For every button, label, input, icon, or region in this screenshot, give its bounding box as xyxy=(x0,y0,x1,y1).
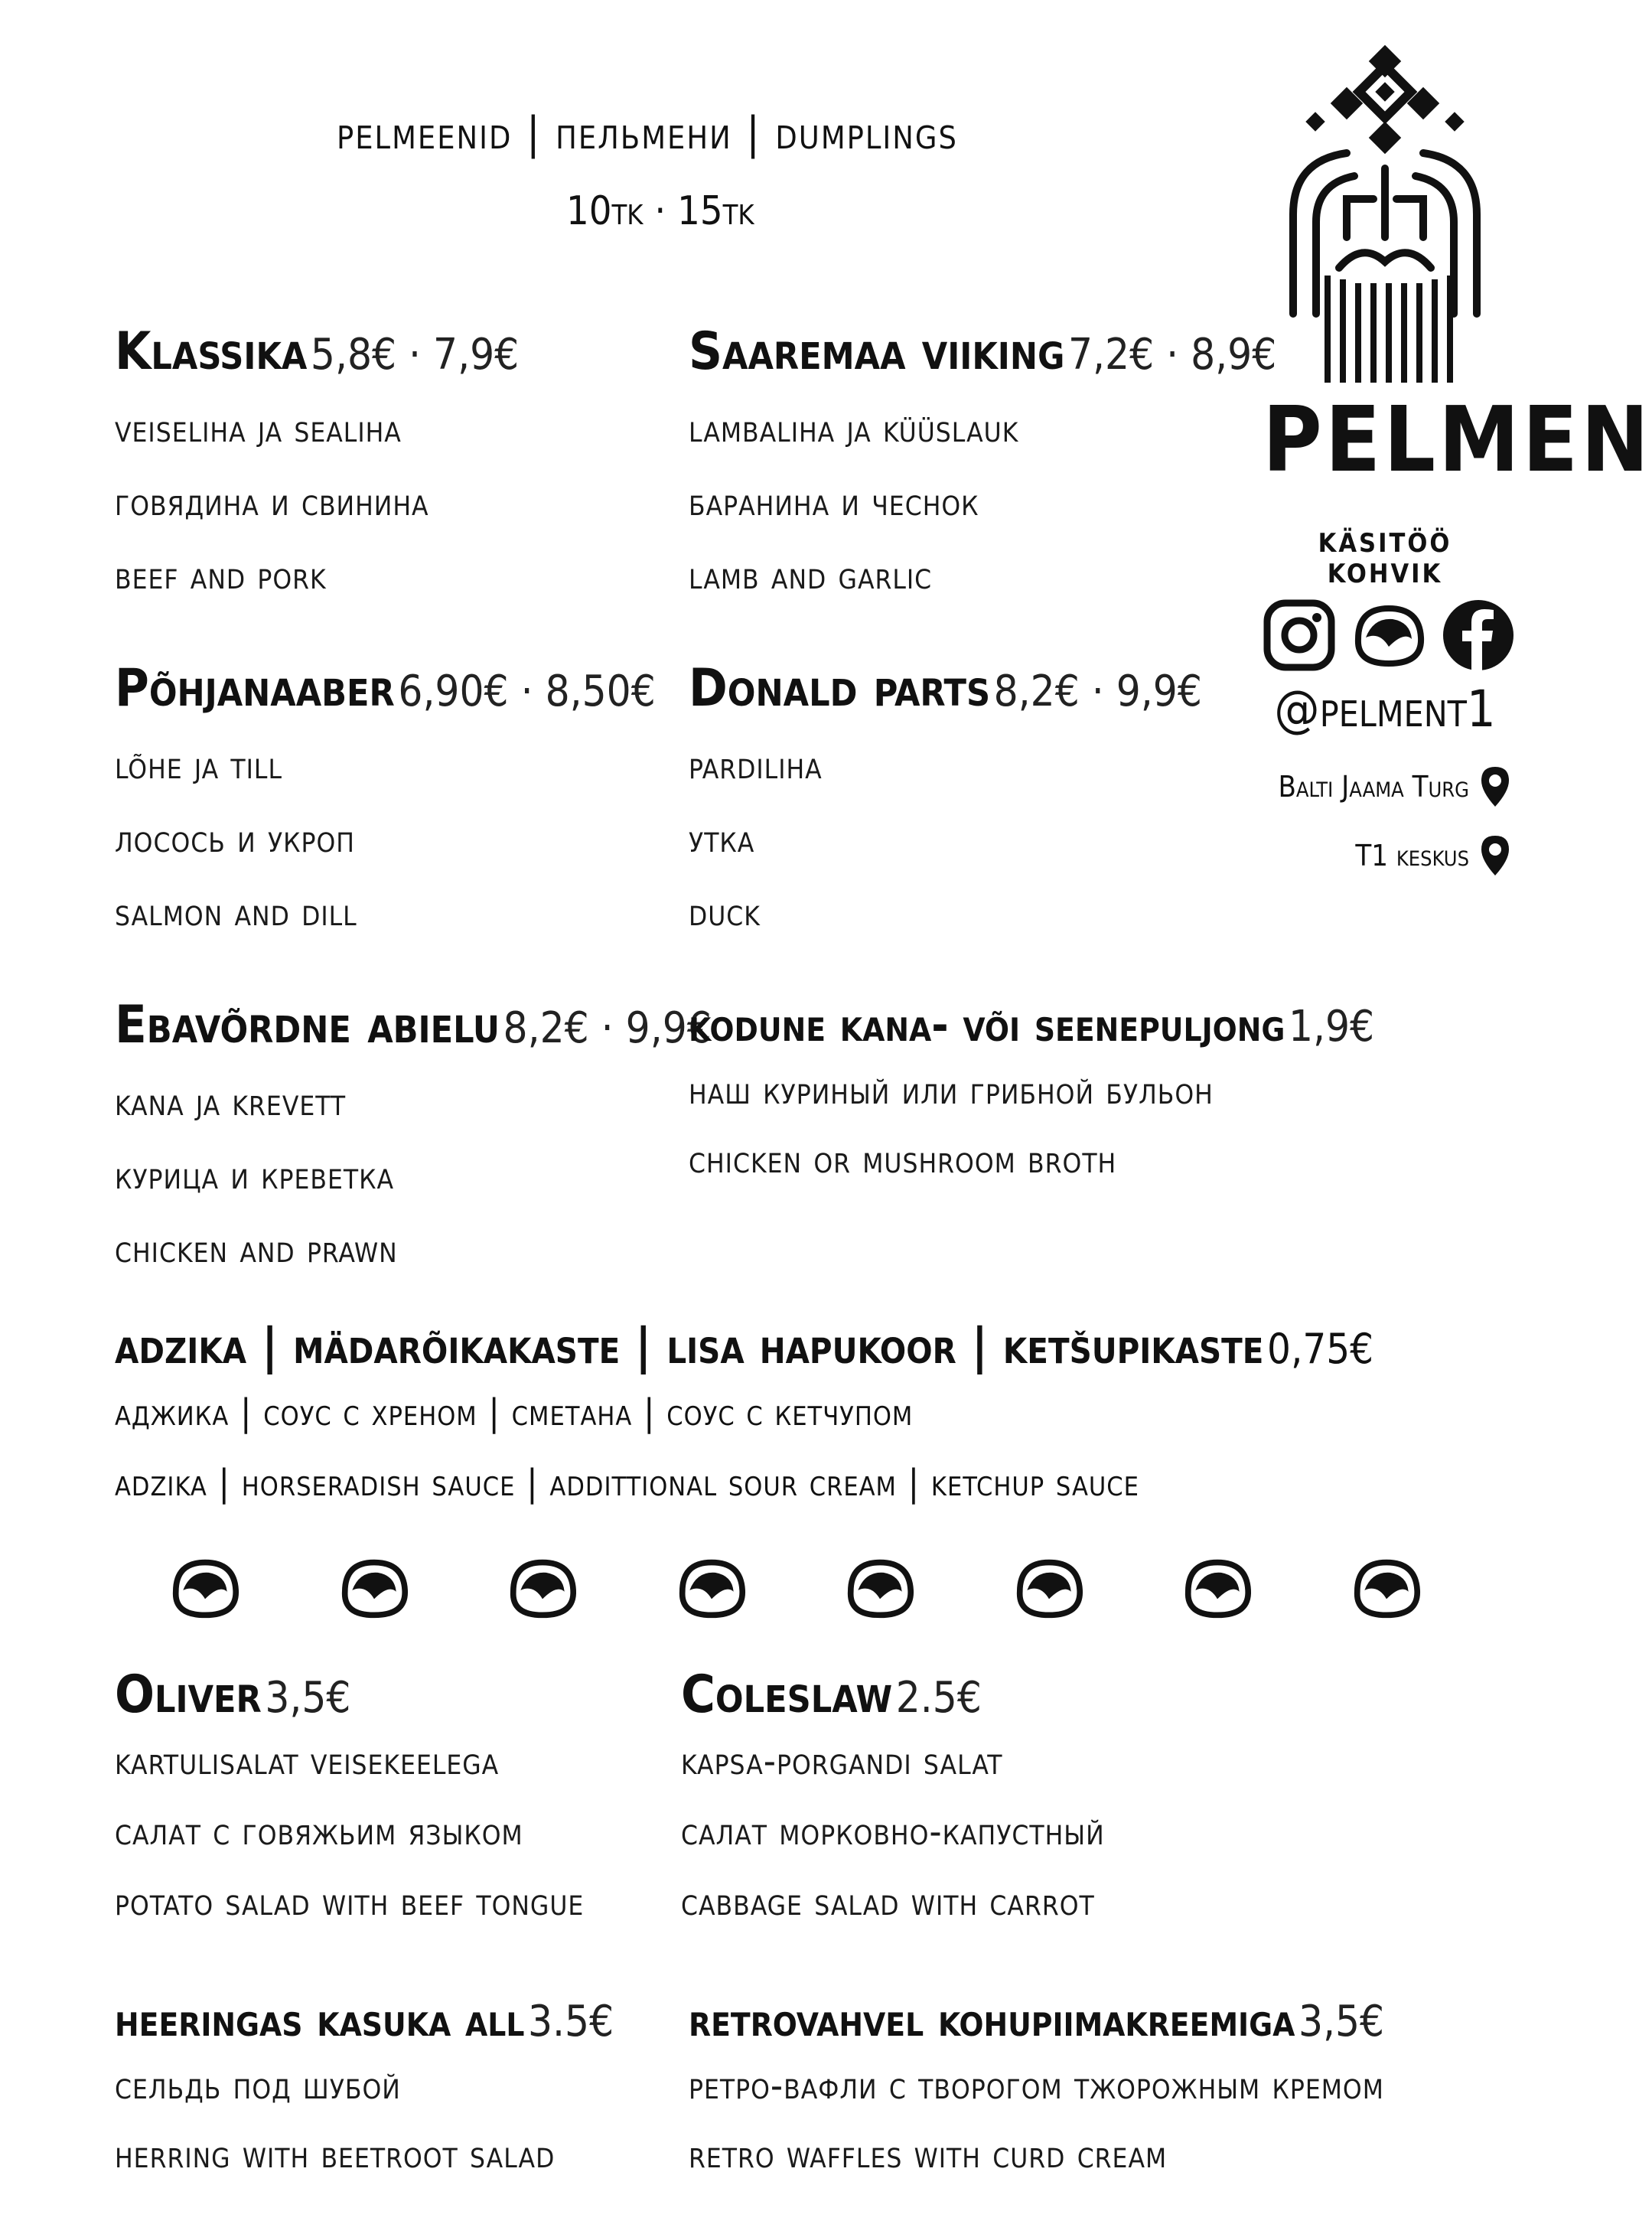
dish-price: 7,2€ · 8,9€ xyxy=(1068,330,1277,380)
dish-desc-en: salmon and dill xyxy=(115,890,357,934)
dish-klassika xyxy=(115,321,519,612)
dish-desc-en: duck xyxy=(689,890,761,934)
dish-price: 8,2€ · 9,9€ xyxy=(503,1003,712,1053)
instagram-icon[interactable] xyxy=(1263,598,1336,672)
dumpling-icon xyxy=(168,1555,242,1621)
dish-coleslaw xyxy=(681,1665,1105,1937)
dish-price: 5,8€ · 7,9€ xyxy=(310,330,520,380)
dish-name: kodune kana- või seenepuljong xyxy=(689,999,1285,1052)
dish-desc-et: kartulisalat veisekeelega xyxy=(115,1739,500,1783)
dish-name: Ebavõrdne abielu xyxy=(115,995,500,1055)
sauces-block xyxy=(115,1316,1373,1518)
dish-desc-ru: говядина и свинина xyxy=(115,480,429,524)
dish-name: heeringas kasuka all xyxy=(115,1994,525,2047)
dumpling-divider xyxy=(168,1546,1423,1630)
dish-desc-ru: утка xyxy=(689,817,755,861)
dish-desc-en: lamb and garlic xyxy=(689,553,933,598)
dish-price: 1,9€ xyxy=(1288,1002,1375,1052)
dish-heeringas xyxy=(115,1990,614,2189)
dish-name: Oliver xyxy=(115,1665,262,1725)
dish-desc-ru: баранина и чеснок xyxy=(689,480,979,524)
brand-tagline: KÄSITÖÖ KOHVIK xyxy=(1318,528,1452,589)
dish-desc-en: cabbage salad with carrot xyxy=(681,1880,1095,1924)
map-pin-icon xyxy=(1480,765,1510,808)
sauces-desc-ru: аджика | соус с хреном | сметана | соус с кетчупом xyxy=(115,1391,914,1434)
dish-desc-ru: сельдь под шубой xyxy=(115,2063,401,2108)
dish-broth xyxy=(689,995,1374,1194)
dumpling-icon xyxy=(843,1555,917,1621)
dish-desc-en: chicken and prawn xyxy=(115,1227,398,1271)
dish-ebavordne-abielu xyxy=(115,995,712,1286)
dish-desc-en: potato salad with beef tongue xyxy=(115,1880,585,1924)
map-pin-icon xyxy=(1480,834,1510,877)
dish-name: Saaremaa viiking xyxy=(689,321,1065,382)
menu-section-title: pelmeenid | пельмени | dumplings xyxy=(337,107,958,159)
dish-name: retrovahvel kohupiimakreemiga xyxy=(689,1994,1295,2047)
dish-name: Klassika xyxy=(115,321,308,382)
sauces-name: adzika | mädarõikakaste | lisa hapukoor | ketšupikaste xyxy=(115,1319,1264,1375)
location-label: T1 keskus xyxy=(1355,839,1469,872)
dish-desc-et: lambaliha ja küüslauk xyxy=(689,406,1019,451)
facebook-icon[interactable] xyxy=(1442,598,1515,672)
dish-desc-et: lõhe ja till xyxy=(115,743,282,788)
dish-desc-ru: лосось и укроп xyxy=(115,817,355,861)
dumpling-icon xyxy=(1181,1555,1254,1621)
dish-price: 3,5€ xyxy=(1298,1997,1385,2046)
dish-desc-ru: ретро-вафли с творогом тжорожным кремом xyxy=(689,2063,1384,2108)
location-t1-keskus xyxy=(1355,834,1510,877)
sauces-desc-en: adzika | horseradish sauce | addittional sour cream | ketchup sauce xyxy=(115,1462,1139,1505)
dish-desc-et: kana ja krevett xyxy=(115,1080,347,1124)
dish-name: Põhjanaaber xyxy=(115,658,395,719)
dish-price: 3.5€ xyxy=(527,1997,614,2046)
portion-sizes: 10tk · 15tk xyxy=(566,188,754,234)
dish-pohjanaaber xyxy=(115,658,656,949)
dish-name: Coleslaw xyxy=(681,1665,893,1725)
dish-desc-en: chicken or mushroom broth xyxy=(689,1137,1117,1182)
dish-desc-ru: наш куриный или грибной бульон xyxy=(689,1068,1214,1113)
dish-oliver xyxy=(115,1665,584,1937)
location-balti-jaama-turg xyxy=(1278,765,1510,808)
dish-desc-ru: курица и креветка xyxy=(115,1153,395,1198)
location-label: Balti Jaama Turg xyxy=(1278,770,1469,804)
dish-price: 8,2€ · 9,9€ xyxy=(993,667,1202,716)
dish-retrovahvel xyxy=(689,1990,1384,2189)
dish-desc-en: beef and pork xyxy=(115,553,327,598)
brand-name: PELMEN xyxy=(1263,386,1652,492)
social-icons xyxy=(1263,597,1515,673)
dumpling-icon xyxy=(337,1555,411,1621)
dumpling-icon[interactable] xyxy=(1351,601,1427,670)
dish-saaremaa-viiking xyxy=(689,321,1276,612)
social-handle[interactable]: @pelment1 xyxy=(1274,680,1496,739)
dish-price: 3,5€ xyxy=(265,1673,351,1723)
dish-desc-et: pardiliha xyxy=(689,743,823,788)
dumpling-icon xyxy=(506,1555,579,1621)
dish-price: 2.5€ xyxy=(895,1673,982,1723)
dish-desc-et: kapsa-porgandi salat xyxy=(681,1739,1003,1783)
dish-desc-en: retro waffles with curd cream xyxy=(689,2132,1168,2177)
dish-desc-ru: салат морковно-капустный xyxy=(681,1809,1105,1854)
dumpling-icon xyxy=(1012,1555,1086,1621)
dumpling-icon xyxy=(675,1555,748,1621)
sauces-price: 0,75€ xyxy=(1267,1325,1374,1373)
dish-desc-ru: салат с говяжьим языком xyxy=(115,1809,523,1854)
dish-donald-parts xyxy=(689,658,1202,949)
pelmen-logo-icon xyxy=(1263,61,1507,390)
dumpling-icon xyxy=(1350,1555,1423,1621)
dish-name: Donald parts xyxy=(689,658,991,719)
dish-desc-et: veiseliha ja sealiha xyxy=(115,406,402,451)
dish-price: 6,90€ · 8,50€ xyxy=(398,667,656,716)
dish-desc-en: herring with beetroot salad xyxy=(115,2132,556,2177)
